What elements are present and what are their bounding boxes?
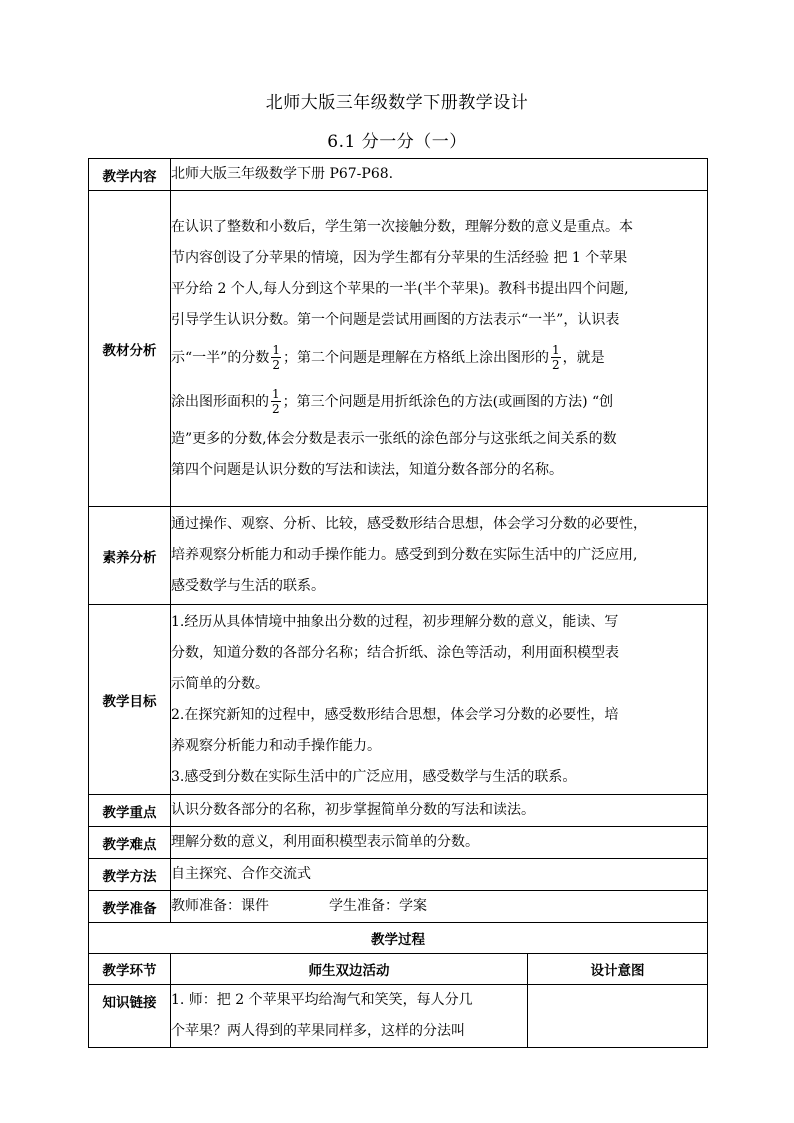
teaching-content-text: 北师大版三年级数学下册 P67-P68.: [171, 159, 708, 191]
analysis-text: ；第二个问题是理解在方格纸上涂出图形的: [282, 349, 549, 366]
teaching-prep-text: [171, 891, 708, 923]
fraction-numerator: 1: [272, 343, 280, 357]
fraction-numerator: 1: [551, 343, 560, 357]
lesson-plan-table: [88, 158, 708, 1048]
teaching-process-heading: 教学过程: [89, 923, 708, 954]
analysis-line: 节内容创设了分苹果的情境，因为学生都有分苹果的生活经验 把 1 个苹果: [171, 249, 628, 266]
analysis-line: 平分给 2 个人,每人分到这个苹果的一半(半个苹果)。教科书提出四个问题,: [171, 280, 629, 297]
label-key-points: 教学重点: [89, 795, 171, 827]
activity-line: 个苹果？两人得到的苹果同样多，这样的分法叫: [171, 1023, 465, 1039]
column-header-stage: 教学环节: [89, 954, 171, 985]
row-teaching-prep: [89, 891, 708, 923]
row-literacy-analysis: [89, 507, 708, 605]
label-material-analysis: 教材分析: [89, 191, 171, 507]
literacy-line: 培养观察分析能力和动手操作能力。感受到到分数在实际生活中的广泛应用,: [171, 547, 638, 563]
label-teaching-content: 教学内容: [89, 159, 171, 191]
fraction-denominator: 2: [272, 402, 280, 416]
activity-line: 1. 师：把 2 个苹果平均给淘气和笑笑，每人分几: [171, 992, 473, 1008]
row-teaching-goals: [89, 605, 708, 795]
analysis-text: ；第三个问题是用折纸涂色的方法(或画图的方法) “创: [282, 393, 614, 410]
goal-line: 2.在探究新知的过程中，感受数形结合思想，体会学习分数的必要性，培: [171, 706, 619, 723]
row-material-analysis: [89, 191, 708, 507]
fraction-numerator: 1: [272, 387, 280, 401]
label-difficulties: 教学难点: [89, 827, 171, 859]
analysis-line: 引导学生认识分数。第一个问题是尝试用画图的方法表示“一半”，认识表: [171, 311, 620, 328]
teaching-method-text: 自主探究、合作交流式: [171, 859, 708, 891]
student-prep: 学生准备：学案: [329, 898, 427, 914]
label-knowledge-link: 知识链接: [89, 985, 171, 1048]
column-header-activities: 师生双边活动: [171, 954, 528, 985]
material-analysis-text: [171, 191, 708, 507]
goal-line: 3.感受到分数在实际生活中的广泛应用，感受数学与生活的联系。: [171, 768, 577, 785]
label-literacy-analysis: 素养分析: [89, 507, 171, 605]
label-teaching-prep: 教学准备: [89, 891, 171, 923]
analysis-line: [171, 380, 707, 424]
analysis-text: 示“一半”的分数: [171, 349, 270, 366]
document-subtitle: 6.1 分一分（一）: [327, 132, 467, 152]
label-teaching-goals: 教学目标: [89, 605, 171, 795]
literacy-line: 感受数学与生活的联系。: [171, 578, 325, 594]
row-process-columns: [89, 954, 708, 985]
key-points-text: 认识分数各部分的名称，初步掌握简单分数的写法和读法。: [171, 795, 708, 827]
fraction-one-half: [271, 387, 281, 416]
column-header-intent: 设计意图: [528, 954, 708, 985]
label-teaching-method: 教学方法: [89, 859, 171, 891]
goal-line: 示简单的分数。: [171, 675, 269, 692]
teaching-goals-text: [171, 605, 708, 795]
row-teaching-method: [89, 859, 708, 891]
row-process-header: [89, 923, 708, 954]
knowledge-link-intent: [528, 985, 708, 1048]
goal-line: 1.经历从具体情境中抽象出分数的过程，初步理解分数的意义，能读、写: [171, 613, 619, 630]
knowledge-link-text: [171, 985, 528, 1048]
analysis-text: ，就是: [562, 349, 605, 366]
difficulties-text: 理解分数的意义，利用面积模型表示简单的分数。: [171, 827, 708, 859]
literacy-line: 通过操作、观察、分析、比较，感受数形结合思想，体会学习分数的必要性，: [171, 516, 647, 532]
goal-line: 分数，知道分数的各部分名称；结合折纸、涂色等活动，利用面积模型表: [171, 644, 619, 661]
row-difficulties: [89, 827, 708, 859]
analysis-line: [171, 336, 707, 380]
literacy-analysis-text: [171, 507, 708, 605]
fraction-denominator: 2: [272, 358, 280, 372]
row-teaching-content: [89, 159, 708, 191]
row-key-points: [89, 795, 708, 827]
analysis-line: 造”更多的分数,体会分数是表示一张纸的涂色部分与这张纸之间关系的数: [171, 430, 617, 447]
fraction-denominator: 2: [551, 358, 560, 372]
row-knowledge-link: [89, 985, 708, 1048]
fraction-one-half: [271, 343, 281, 372]
document-title: 北师大版三年级数学下册教学设计: [265, 93, 529, 113]
analysis-line: 第四个问题是认识分数的写法和读法，知道分数各部分的名称。: [171, 461, 563, 478]
analysis-text: 涂出图形面积的: [171, 393, 269, 410]
teacher-prep: 教师准备：课件: [171, 898, 269, 914]
goal-line: 养观察分析能力和动手操作能力。: [171, 737, 381, 754]
analysis-line: 在认识了整数和小数后，学生第一次接触分数，理解分数的意义是重点。本: [171, 218, 633, 235]
fraction-one-half: [551, 343, 561, 372]
